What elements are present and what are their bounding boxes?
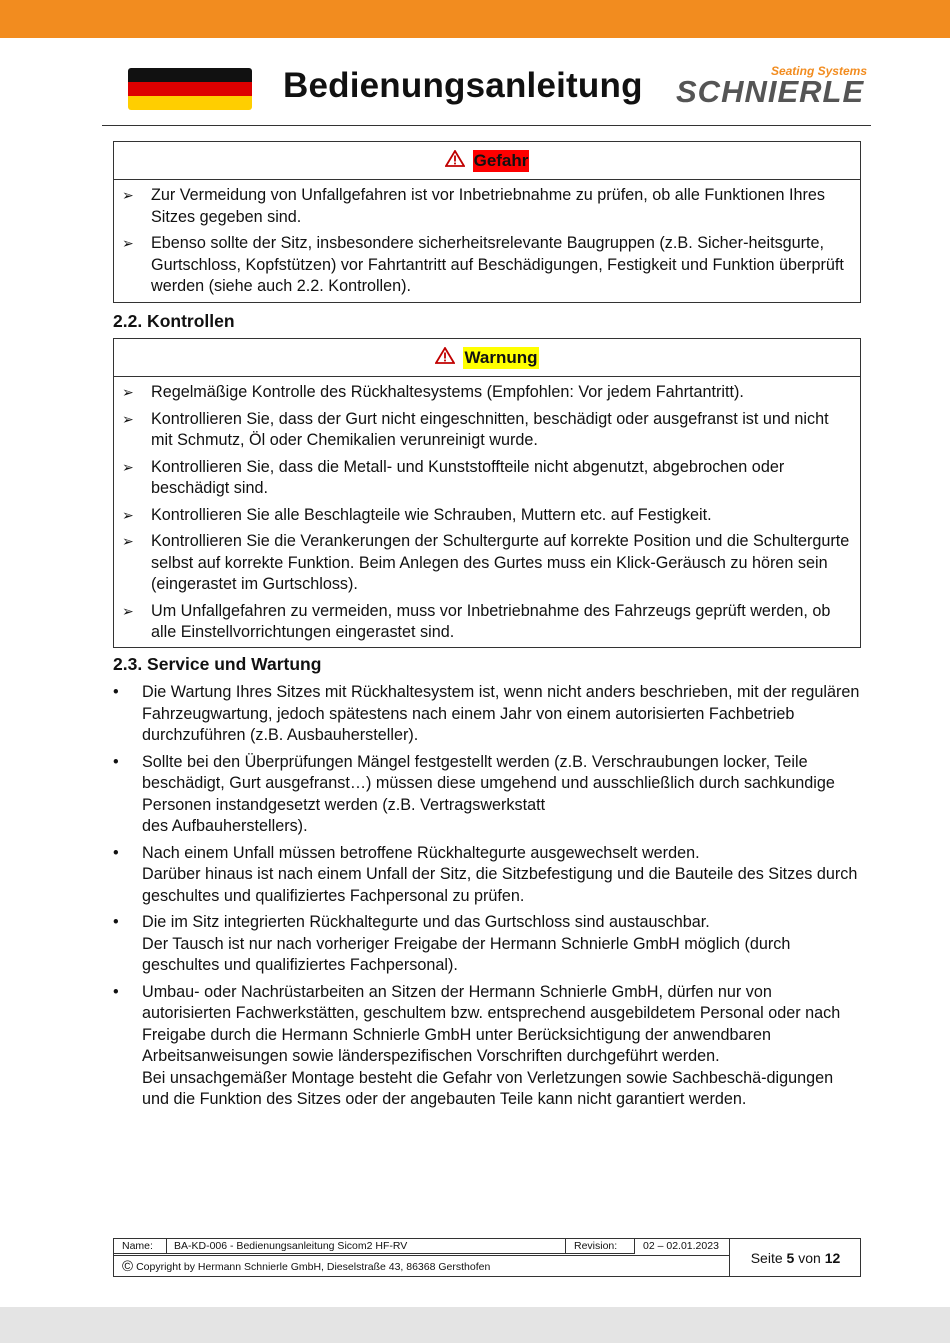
section-heading-kontrollen: 2.2. Kontrollen <box>113 311 235 331</box>
list-item: • Nach einem Unfall müssen betroffene Rückhaltegurte ausgewechselt werden. Darüber hinaus ist nach einem Unfall der Sitz, die Sitzbefestigung und die Bauteile des Sitzes durch geschultes und qualifiziertes Fachpersonal zu prüfen. <box>113 843 858 905</box>
page-number: Seite 5 von 12 <box>729 1239 861 1276</box>
copyright-text: Copyright by Hermann Schnierle GmbH, Dieselstraße 43, 86368 Gersthofen <box>136 1261 491 1273</box>
list-item: ➢ Um Unfallgefahren zu vermeiden, muss vor Inbetriebnahme des Fahrzeugs geprüft werden, ob alle Einstellvorrichtungen eingerastet sind. <box>122 601 831 641</box>
list-item: ➢ Kontrollieren Sie, dass die Metall- und Kunststoffteile nicht abgenutzt, abgebrochen oder beschädigt sind. <box>122 457 785 497</box>
document-footer <box>113 1238 861 1277</box>
arrow-bullet-icon: ➢ <box>122 458 134 475</box>
footer-document-name: BA-KD-006 - Bedienungsanleitung Sicom2 HF-RV <box>167 1239 566 1254</box>
bullet-dot-icon: • <box>113 843 119 862</box>
german-flag-icon <box>128 68 252 110</box>
list-item: ➢ Kontrollieren Sie die Verankerungen der Schultergurte auf korrekte Position und die Schultergurte selbst auf korrekte Funktion. Beim Anlegen des Gurtes muss ein Klick-Geräusch zu hören sein (eingerastet im Gurtschloss). <box>122 532 850 593</box>
danger-box-header <box>114 142 860 180</box>
warning-triangle-icon <box>435 347 455 369</box>
list-item: ➢ Regelmäßige Kontrolle des Rückhaltesystems (Empfohlen: Vor jedem Fahrtantritt). <box>122 382 852 404</box>
footer-name-label: Name: <box>114 1239 167 1254</box>
bullet-dot-icon: • <box>113 683 119 701</box>
list-item: ➢ Kontrollieren Sie, dass der Gurt nicht eingeschnitten, beschädigt oder ausgefranst ist und nicht mit Schmutz, Öl oder Chemikalien verunreinigt wurde. <box>122 409 829 449</box>
list-item: • Sollte bei den Überprüfungen Mängel festgestellt werden (z.B. Verschraubungen locker, Teile beschädigt, Gurt ausgefranst…) müssen diese umgehend und ausschließlich durch sachkundige Personen instandgesetzt werden (z.B. Vertragswerkstatt des Aufbauherstellers). <box>113 752 835 835</box>
warning-triangle-icon <box>445 150 465 172</box>
bullet-dot-icon: • <box>113 982 119 1001</box>
warning-label: Warnung <box>464 347 538 367</box>
list-item: • Die im Sitz integrierten Rückhaltegurte und das Gurtschloss sind austauschbar. Der Tausch ist nur nach vorheriger Freigabe der Hermann Schnierle GmbH möglich (durch geschultes und qualifiziertes Fachpersonal). <box>113 913 791 974</box>
header-divider <box>102 125 871 126</box>
list-item: ➢ Zur Vermeidung von Unfallgefahren ist vor Inbetriebnahme zu prüfen, ob alle Funktionen Ihres Sitzes gegeben sind. <box>122 186 825 226</box>
bottom-gray-bar <box>0 1307 950 1343</box>
copyright-icon: © <box>122 1258 134 1275</box>
logo-name: SCHNIERLE <box>676 74 865 109</box>
arrow-bullet-icon: ➢ <box>122 506 134 523</box>
arrow-bullet-icon: ➢ <box>122 384 134 400</box>
bullet-dot-icon: • <box>113 752 119 771</box>
footer-copyright <box>114 1255 729 1276</box>
footer-revision-label: Revision: <box>566 1239 635 1254</box>
bullet-dot-icon: • <box>113 913 119 931</box>
page-title: Bedienungsanleitung <box>283 66 643 105</box>
list-item: • Die Wartung Ihres Sitzes mit Rückhaltesystem ist, wenn nicht anders beschrieben, mit der regulären Fahrzeugwartung, jedoch spätestens nach einem Jahr von einem autorisierten Fachbetrieb durchzuführen (z.B. Ausbauhersteller). <box>113 683 860 744</box>
logo-tagline: Seating Systems <box>770 64 867 78</box>
footer-revision-value: 02 – 02.01.2023 <box>643 1240 719 1252</box>
arrow-bullet-icon: ➢ <box>122 235 134 251</box>
arrow-bullet-icon: ➢ <box>122 533 134 549</box>
current-page: 5 <box>786 1249 795 1266</box>
total-pages: 12 <box>824 1249 841 1266</box>
danger-label: Gefahr <box>473 150 529 170</box>
arrow-bullet-icon: ➢ <box>122 602 134 619</box>
schnierle-logo <box>676 64 871 114</box>
danger-box <box>113 141 861 303</box>
list-item: • Umbau- oder Nachrüstarbeiten an Sitzen der Hermann Schnierle GmbH, dürfen nur von autorisierten Fachwerkstätten, geschultem bzw. entsprechend ausgebildetem Personal oder nach Freigabe durch die Hermann Schnierle GmbH unter Berücksichtigung der anwendbaren Arbeitsanweisungen sowie länderspezifischen Vorschriften durchgeführt werden. Bei unsachgemäßer Montage besteht die Gefahr von Verletzungen sowie Sachbeschä-digungen und die Funktion des Sitzes oder der angebauten Teile kann nicht garantiert werden. <box>113 982 841 1108</box>
warning-box <box>113 338 861 648</box>
list-item: ➢ Kontrollieren Sie alle Beschlagteile wie Schrauben, Muttern etc. auf Festigkeit. <box>122 505 852 527</box>
warning-box-header <box>114 339 860 377</box>
top-accent-bar <box>0 0 950 38</box>
list-item: ➢ Ebenso sollte der Sitz, insbesondere sicherheitsrelevante Baugruppen (z.B. Sicher-heitsgurte, Gurtschloss, Kopfstützen) vor Fahrtantritt auf Beschädigungen, Festigkeit und Funktion überprüft werden (siehe auch 2.2. Kontrollen). <box>122 234 844 295</box>
arrow-bullet-icon: ➢ <box>122 410 134 427</box>
arrow-bullet-icon: ➢ <box>122 187 134 203</box>
section-heading-service: 2.3. Service und Wartung <box>113 654 322 674</box>
service-bullet-list <box>113 682 863 1116</box>
